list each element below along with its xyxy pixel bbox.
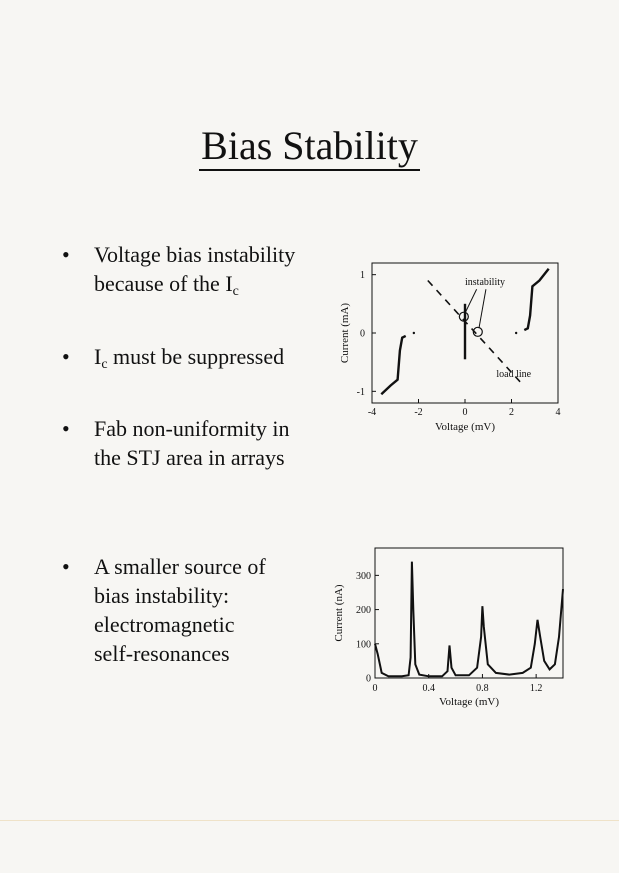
plot-frame: [375, 548, 563, 678]
subscript: c: [232, 284, 239, 299]
x-tick-label: 0.8: [476, 683, 489, 694]
y-tick-label: 0: [366, 673, 371, 685]
annotation-load-line: load line: [496, 368, 532, 380]
load-line: [428, 281, 521, 383]
bullet-dot: •: [62, 416, 70, 441]
x-tick-label: -2: [414, 407, 423, 418]
iv-series-3: [524, 269, 548, 330]
resonance-chart: [325, 540, 575, 715]
iv-curve-svg: [330, 255, 570, 450]
bullet-line: A smaller source of: [94, 554, 266, 579]
annotation-pointer: [479, 289, 486, 328]
resonance-svg: [325, 540, 575, 715]
bullet-text: [94, 552, 334, 668]
annotation-pointer: [465, 289, 477, 313]
y-axis-label: Current (nA): [333, 584, 345, 642]
bullet-line: because of the $I_c$: [94, 271, 239, 299]
x-tick-label: 0: [372, 683, 378, 694]
bullet-text: [94, 342, 334, 371]
bullet-line: electromagnetic: [94, 612, 235, 637]
bullet-dot: •: [62, 242, 70, 267]
bullet-line: bias instability:: [94, 583, 230, 608]
bullet-line: the STJ area in arrays: [94, 445, 285, 470]
bullet-text: [94, 414, 334, 472]
y-axis-label: Current (mA): [339, 302, 351, 364]
data-point: [413, 332, 415, 334]
x-tick-label: 1.2: [529, 683, 543, 694]
x-axis-label: Voltage (mV): [439, 696, 499, 708]
iv-curve-chart: [330, 255, 570, 450]
x-tick-label: 0: [462, 407, 468, 418]
x-tick-label: 0.4: [422, 683, 435, 694]
x-tick-label: 4: [555, 407, 561, 418]
y-tick-label: 1: [360, 270, 365, 282]
bullet-line: Voltage bias instability: [94, 242, 296, 267]
x-tick-label: -4: [367, 407, 377, 418]
iv-series-1: [381, 336, 405, 394]
x-axis-label: Voltage (mV): [435, 421, 495, 433]
subscript: c: [101, 357, 108, 372]
x-tick-label: 2: [509, 407, 514, 418]
y-tick-label: 100: [356, 639, 371, 651]
y-tick-label: 200: [356, 605, 371, 617]
resonance-series-1: [375, 562, 563, 677]
slide-title: Bias Stability: [0, 122, 619, 170]
bullet-dot: •: [62, 554, 70, 579]
y-tick-label: 0: [360, 328, 365, 340]
bullet-dot: •: [62, 344, 70, 369]
divider: [0, 820, 619, 821]
bullet-line: self-resonances: [94, 641, 230, 666]
bullet-line: $I_c$ must be suppressed: [94, 344, 285, 372]
y-tick-label: -1: [356, 386, 365, 398]
y-tick-label: 300: [356, 570, 371, 582]
bullet-text: [94, 240, 334, 298]
data-point: [515, 332, 517, 334]
bullet-line: Fab non-uniformity in: [94, 416, 290, 441]
annotation-instability: instability: [465, 277, 505, 289]
